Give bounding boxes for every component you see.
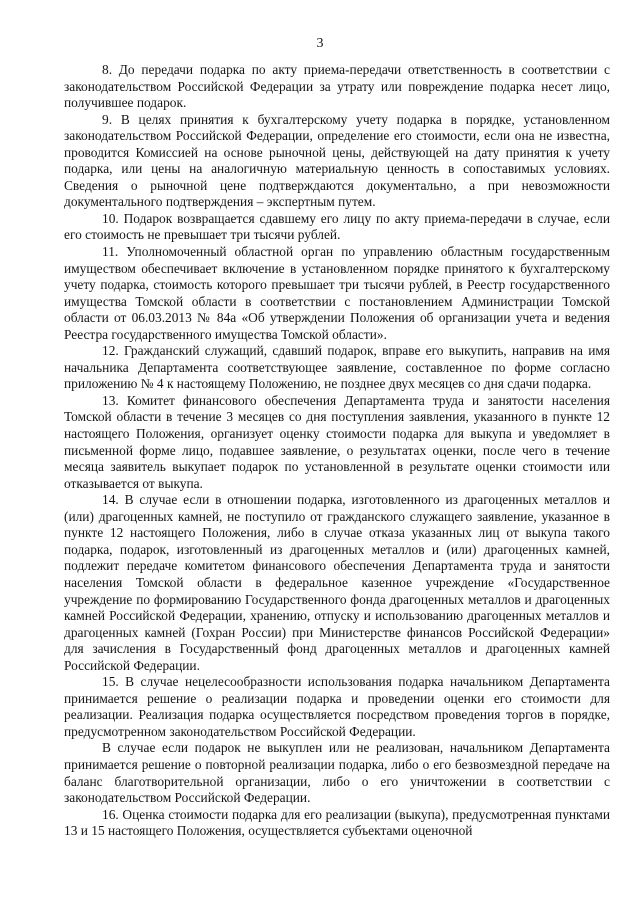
paragraph-9: 9. В целях принятия к бухгалтерскому учету подарка в порядке, установленном законодательством Российской Федерации, определение его стоимости, если она не известна, проводится Комиссией на основе рыночной цены, действующей на дату принятия к учету подарка, или цены на аналогичную материальную ценность в сопоставимых условиях. Сведения о рыночной цене подтверждаются документально, а при невозможности документального подтверждения – экспертным путем. [64,111,610,210]
paragraph-14: 14. В случае если в отношении подарка, изготовленного из драгоценных металлов и (или) драгоценных камней, не поступило от гражданского служащего заявление, указанное в пункте 12 настоящего Положения, либо в случае отказа указанных лиц от выкупа такого подарка, подарок, изготовленный из драгоценных металлов и (или) драгоценных камней, подлежит передаче комитетом финансового обеспечения Департамента труда и занятости населения Томской области в федеральное казенное учреждение «Государственное учреждение по формированию Государственного фонда драгоценных металлов и драгоценных камней Российской Федерации, хранению, отпуску и использованию драгоценных металлов и драгоценных камней (Гохран России) при Министерстве финансов Российской Федерации» для зачисления в Государственный фонд драгоценных металлов и драгоценных камней Российской Федерации. [64,492,610,673]
paragraph-15-continued: В случае если подарок не выкуплен или не реализован, начальником Департамента принимается решение о повторной реализации подарка, либо о его безвозмездной передаче на баланс благотворительной организации, либо о его уничтожении в соответствии с законодательством Российской Федерации. [64,740,610,806]
document-body [64,62,610,840]
paragraph-11: 11. Уполномоченный областной орган по управлению областным государственным имуществом обеспечивает включение в установленном порядке принятого к бухгалтерскому учету подарка, стоимость которого превышает три тысячи рублей, в Реестр государственного имущества Томской области в соответствии с постановлением Администрации Томской области от 06.03.2013 № 84а «Об утверждении Положения об организации учета и ведения Реестра государственного имущества Томской области». [64,244,610,342]
paragraph-10: 10. Подарок возвращается сдавшему его лицу по акту приема-передачи в случае, если его стоимость не превышает три тысячи рублей. [64,210,610,243]
paragraph-16: 16. Оценка стоимости подарка для его реализации (выкупа), предусмотренная пунктами 13 и 15 настоящего Положения, осуществляется субъектами оценочной [64,806,610,839]
paragraph-8: 8. До передачи подарка по акту приема-передачи ответственность в соответствии с законодательством Российской Федерации за утрату или повреждение подарка несет лицо, получившее подарок. [64,62,610,111]
paragraph-13: 13. Комитет финансового обеспечения Департамента труда и занятости населения Томской области в течение 3 месяцев со дня поступления заявления, указанного в пункте 12 настоящего Положения, организует оценку стоимости подарка для выкупа и уведомляет в письменной форме лицо, подавшее заявление, о результатах оценки, после чего в течение месяца заявитель выкупает подарок по установленной в результате оценки стоимости или отказывается от выкупа. [64,392,610,491]
page-number: 3 [316,36,324,51]
paragraph-15: 15. В случае нецелесообразности использования подарка начальником Департамента принимается решение о реализации подарка и проведении оценки его стоимости для реализации. Реализация подарка осуществляется посредством проведения торгов в порядке, предусмотренном законодательством Российской Федерации. [64,674,610,739]
paragraph-12: 12. Гражданский служащий, сдавший подарок, вправе его выкупить, направив на имя начальника Департамента соответствующее заявление, составленное по форме согласно приложению № 4 к настоящему Положению, не позднее двух месяцев со дня сдачи подарка. [64,343,610,392]
